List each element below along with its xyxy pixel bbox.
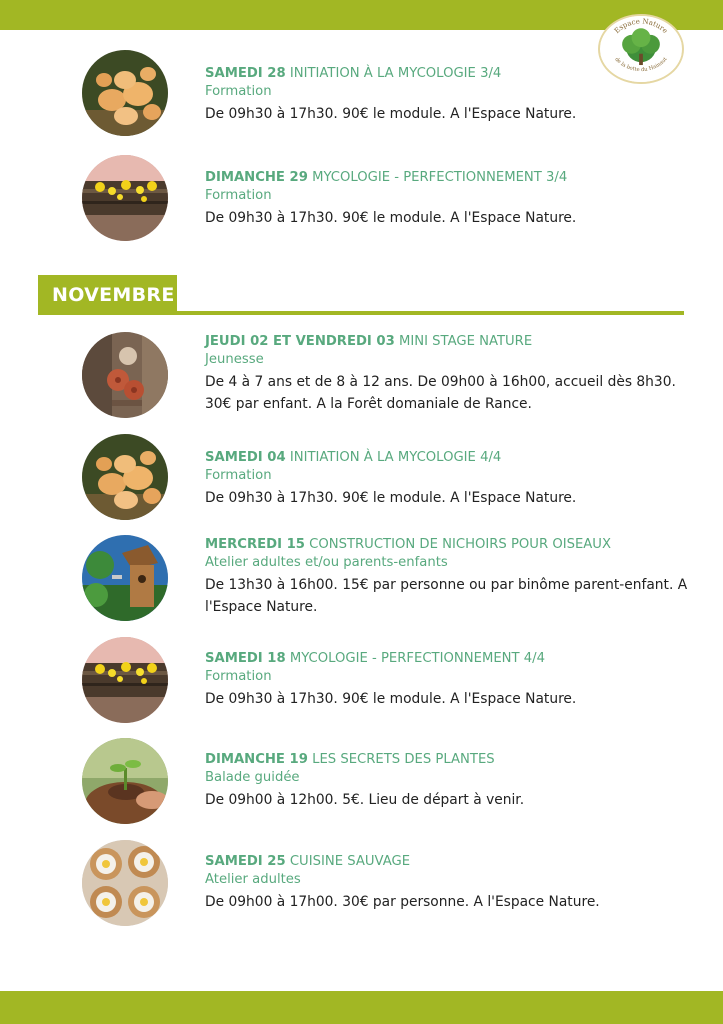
clay-figure-image bbox=[82, 332, 168, 418]
event-category: Atelier adultes bbox=[205, 872, 301, 887]
event-day: SAMEDI 28 bbox=[205, 66, 286, 81]
event-category: Jeunesse bbox=[205, 352, 264, 367]
event-category: Formation bbox=[205, 669, 272, 684]
event-day: MERCREDI 15 bbox=[205, 537, 305, 552]
event-details: De 09h30 à 17h30. 90€ le module. A l'Espace Nature. bbox=[205, 691, 577, 707]
flower-cookies-image bbox=[82, 840, 168, 926]
birdhouse-image bbox=[82, 535, 168, 621]
event-title bbox=[205, 751, 695, 769]
event-name: MINI STAGE NATURE bbox=[398, 334, 533, 349]
event-title bbox=[205, 650, 695, 668]
event-details: De 09h30 à 17h30. 90€ le module. A l'Espace Nature. bbox=[205, 210, 577, 226]
event-title bbox=[205, 536, 695, 554]
event-name: CUISINE SAUVAGE bbox=[289, 854, 411, 869]
event-name: MYCOLOGIE - PERFECTIONNEMENT 4/4 bbox=[289, 651, 545, 666]
event-day: DIMANCHE 19 bbox=[205, 752, 308, 767]
yellow-fungus-log-image bbox=[82, 637, 168, 723]
event-day: SAMEDI 04 bbox=[205, 450, 286, 465]
bottom-band bbox=[0, 991, 723, 1024]
logo-text-top: Espace Nature bbox=[612, 16, 670, 36]
section-title: NOVEMBRE bbox=[52, 284, 175, 306]
event-title bbox=[205, 169, 695, 187]
yellow-fungus-log-image bbox=[82, 155, 168, 241]
event-title bbox=[205, 853, 695, 871]
seedling-hands-image bbox=[82, 738, 168, 824]
event-day: JEUDI 02 ET VENDREDI 03 bbox=[205, 334, 395, 349]
mushrooms-image bbox=[82, 50, 168, 136]
event-details: De 4 à 7 ans et de 8 à 12 ans. De 09h00 à 16h00, accueil dès 8h30. 30€ par enfant. A la Forêt domaniale de Rance. bbox=[205, 374, 676, 412]
event-details: De 09h30 à 17h30. 90€ le module. A l'Espace Nature. bbox=[205, 106, 577, 122]
mushrooms-image bbox=[82, 434, 168, 520]
event-details: De 13h30 à 16h00. 15€ par personne ou par binôme parent-enfant. A l'Espace Nature. bbox=[205, 577, 688, 615]
event-day: DIMANCHE 29 bbox=[205, 170, 308, 185]
event-name: INITIATION À LA MYCOLOGIE 4/4 bbox=[289, 450, 502, 465]
event-name: MYCOLOGIE - PERFECTIONNEMENT 3/4 bbox=[312, 170, 568, 185]
event-title bbox=[205, 65, 695, 83]
event-day: SAMEDI 25 bbox=[205, 854, 286, 869]
event-category: Formation bbox=[205, 84, 272, 99]
event-category: Balade guidée bbox=[205, 770, 300, 785]
event-category: Formation bbox=[205, 188, 272, 203]
event-category: Formation bbox=[205, 468, 272, 483]
logo-text-bottom: de la botte du Hainaut bbox=[613, 56, 669, 74]
event-details: De 09h00 à 12h00. 5€. Lieu de départ à venir. bbox=[205, 792, 525, 808]
event-day: SAMEDI 18 bbox=[205, 651, 286, 666]
event-title bbox=[205, 449, 695, 467]
section-divider bbox=[38, 311, 684, 315]
event-details: De 09h30 à 17h30. 90€ le module. A l'Espace Nature. bbox=[205, 490, 577, 506]
event-name: INITIATION À LA MYCOLOGIE 3/4 bbox=[289, 66, 502, 81]
event-category: Atelier adultes et/ou parents-enfants bbox=[205, 555, 448, 570]
event-name: LES SECRETS DES PLANTES bbox=[312, 752, 495, 767]
event-title bbox=[205, 333, 695, 351]
event-name: CONSTRUCTION DE NICHOIRS POUR OISEAUX bbox=[309, 537, 611, 552]
event-details: De 09h00 à 17h00. 30€ par personne. A l'Espace Nature. bbox=[205, 894, 600, 910]
